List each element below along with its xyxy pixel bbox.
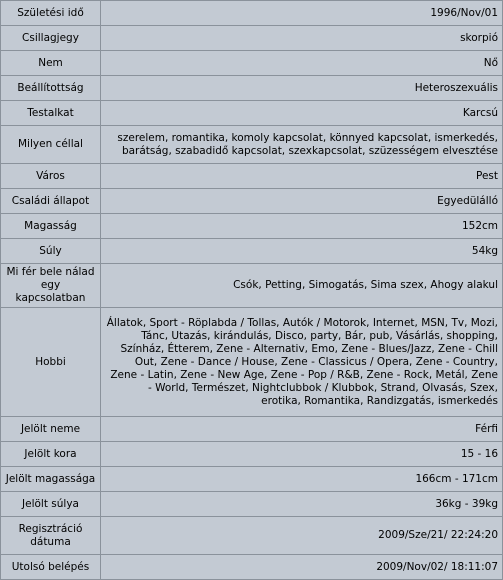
value-city: Pest bbox=[101, 164, 502, 188]
value-last-login: 2009/Nov/02/ 18:11:07 bbox=[101, 555, 502, 579]
row-zodiac bbox=[1, 26, 502, 50]
row-purpose bbox=[1, 126, 502, 163]
value-marital-status: Egyedülálló bbox=[101, 189, 502, 213]
value-birth-date: 1996/Nov/01 bbox=[101, 1, 502, 25]
value-partner-height: 166cm - 171cm bbox=[101, 467, 502, 491]
label-hobbies: Hobbi bbox=[1, 308, 100, 416]
row-relationship-limits bbox=[1, 264, 502, 307]
label-partner-height: Jelölt magassága bbox=[1, 467, 100, 491]
label-orientation: Beállítottság bbox=[1, 76, 100, 100]
value-hobbies: Állatok, Sport - Röplabda / Tollas, Autók / Motorok, Internet, MSN, Tv, Mozi, Tánc, Utazás, kirándulás, Disco, party, Bár, pub, Vásárlás, shopping, Színház, Étterem, Zene - Alternativ, Emo, Zene - Blues/Jazz, Zene - Chill Out, Zene - Dance / House, Zene - Classicus / Opera, Zene - Country, Zene - Latin, Zene - New Age, Zene - Pop / R&B, Zene - Rock, Metál, Zene - World, Természet, Nightclubbok / Klubbok, Strand, Olvasás, Szex, erotika, Romantika, Randizgatás, ismerkedés bbox=[101, 308, 502, 416]
row-partner-height bbox=[1, 467, 502, 491]
row-registration-date bbox=[1, 517, 502, 554]
row-weight bbox=[1, 239, 502, 263]
label-partner-age: Jelölt kora bbox=[1, 442, 100, 466]
label-purpose: Milyen céllal bbox=[1, 126, 100, 163]
value-partner-weight: 36kg - 39kg bbox=[101, 492, 502, 516]
label-height: Magasság bbox=[1, 214, 100, 238]
label-gender: Nem bbox=[1, 51, 100, 75]
row-partner-gender bbox=[1, 417, 502, 441]
label-partner-weight: Jelölt súlya bbox=[1, 492, 100, 516]
label-city: Város bbox=[1, 164, 100, 188]
value-registration-date: 2009/Sze/21/ 22:24:20 bbox=[101, 517, 502, 554]
row-height bbox=[1, 214, 502, 238]
row-hobbies bbox=[1, 308, 502, 416]
label-marital-status: Családi állapot bbox=[1, 189, 100, 213]
value-body-type: Karcsú bbox=[101, 101, 502, 125]
label-relationship-limits: Mi fér bele nálad egy kapcsolatban bbox=[1, 264, 100, 307]
row-birth-date bbox=[1, 1, 502, 25]
value-purpose: szerelem, romantika, komoly kapcsolat, könnyed kapcsolat, ismerkedés, barátság, szabadidő kapcsolat, szexkapcsolat, szüzességem elvesztése bbox=[101, 126, 502, 163]
label-partner-gender: Jelölt neme bbox=[1, 417, 100, 441]
value-relationship-limits: Csók, Petting, Simogatás, Sima szex, Ahogy alakul bbox=[101, 264, 502, 307]
value-weight: 54kg bbox=[101, 239, 502, 263]
value-height: 152cm bbox=[101, 214, 502, 238]
label-birth-date: Születési idő bbox=[1, 1, 100, 25]
row-marital-status bbox=[1, 189, 502, 213]
row-partner-weight bbox=[1, 492, 502, 516]
row-last-login bbox=[1, 555, 502, 579]
label-body-type: Testalkat bbox=[1, 101, 100, 125]
value-partner-gender: Férfi bbox=[101, 417, 502, 441]
row-gender bbox=[1, 51, 502, 75]
value-orientation: Heteroszexuális bbox=[101, 76, 502, 100]
value-gender: Nő bbox=[101, 51, 502, 75]
value-zodiac: skorpió bbox=[101, 26, 502, 50]
row-body-type bbox=[1, 101, 502, 125]
label-weight: Súly bbox=[1, 239, 100, 263]
row-partner-age bbox=[1, 442, 502, 466]
label-registration-date: Regisztráció dátuma bbox=[1, 517, 100, 554]
value-partner-age: 15 - 16 bbox=[101, 442, 502, 466]
row-orientation bbox=[1, 76, 502, 100]
label-zodiac: Csillagjegy bbox=[1, 26, 100, 50]
row-city bbox=[1, 164, 502, 188]
label-last-login: Utolsó belépés bbox=[1, 555, 100, 579]
